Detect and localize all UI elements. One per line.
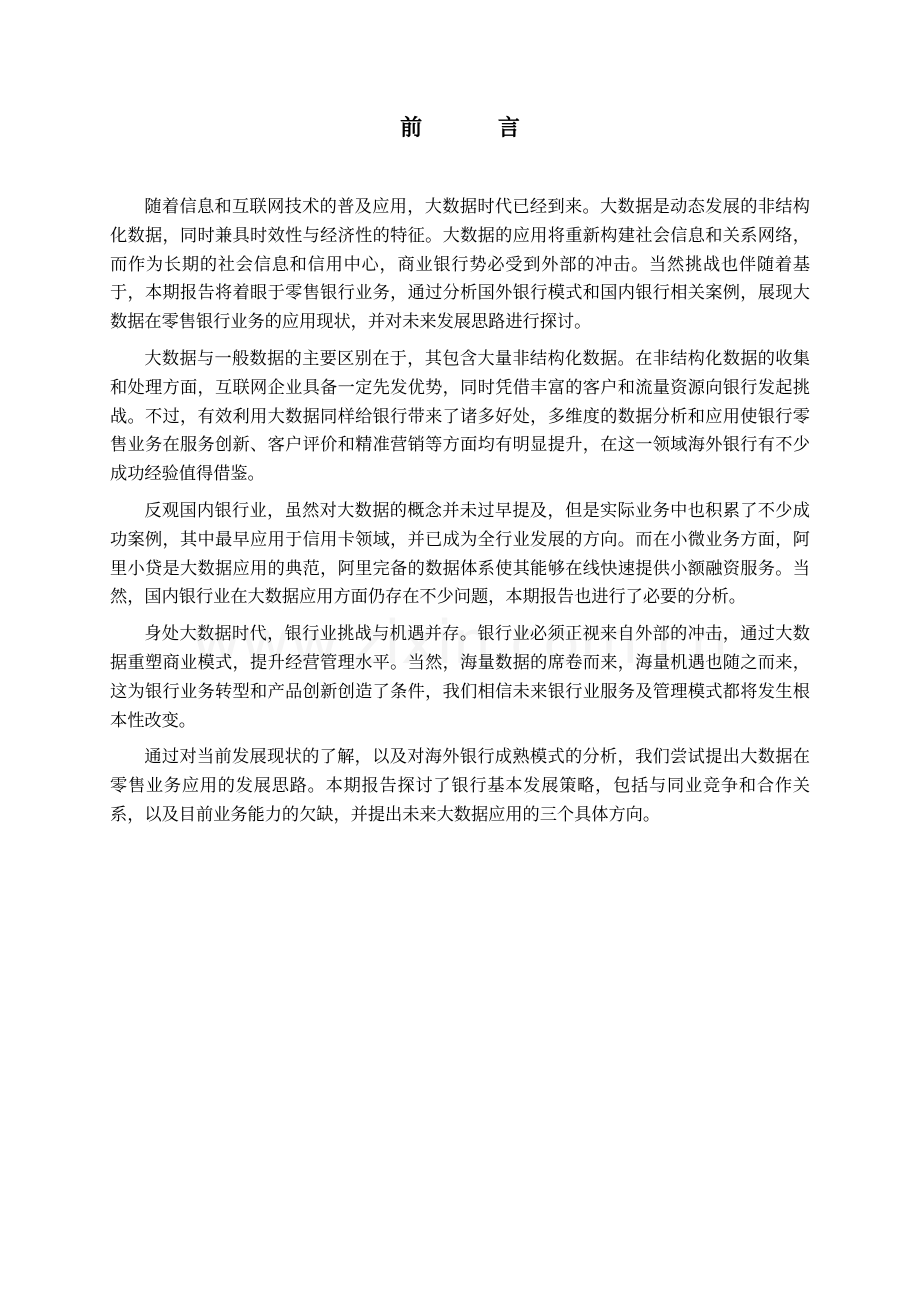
page-title: 前 言 bbox=[400, 116, 554, 141]
paragraph-3: 反观国内银行业，虽然对大数据的概念并未过早提及，但是实际业务中也积累了不少成功案例，其中最早应用于信用卡领域，并已成为全行业发展的方向。而在小微业务方面，阿里小贷是大数据应用的典范，阿里完备的数据体系使其能够在线快速提供小额融资服务。当然，国内银行业在大数据应用方面仍存在不少问题，本期报告也进行了必要的分析。 bbox=[110, 500, 810, 608]
paragraph-5: 通过对当前发展现状的了解，以及对海外银行成熟模式的分析，我们尝试提出大数据在零售业务应用的发展思路。本期报告探讨了银行基本发展策略，包括与同业竞争和合作关系，以及目前业务能力的欠缺，并提出未来大数据应用的三个具体方向。 bbox=[110, 747, 810, 825]
paragraph-4: 身处大数据时代，银行业挑战与机遇并存。银行业必须正视来自外部的冲击，通过大数据重塑商业模式，提升经营管理水平。当然，海量数据的席卷而来，海量机遇也随之而来，这为银行业务转型和产品创新创造了条件，我们相信未来银行业服务及管理模式都将发生根本性改变。 bbox=[110, 624, 810, 731]
paragraph-1: 随着信息和互联网技术的普及应用，大数据时代已经到来。大数据是动态发展的非结构化数据，同时兼具时效性与经济性的特征。大数据的应用将重新构建社会信息和关系网络，而作为长期的社会信息和信用中心，商业银行势必受到外部的冲击。当然挑战也伴随着基于，本期报告将着眼于零售银行业务，通过分析国外银行模式和国内银行相关案例，展现大数据在零售银行业务的应用现状，并对未来发展思路进行探讨。 bbox=[110, 197, 810, 333]
document-body bbox=[110, 193, 810, 838]
paragraph-2: 大数据与一般数据的主要区别在于，其包含大量非结构化数据。在非结构化数据的收集和处理方面，互联网企业具备一定先发优势，同时凭借丰富的客户和流量资源向银行发起挑战。不过，有效利用大数据同样给银行带来了诸多好处，多维度的数据分析和应用使银行零售业务在服务创新、客户评价和精准营销等方面均有明显提升，在这一领域海外银行有不少成功经验值得借鉴。 bbox=[110, 348, 810, 485]
